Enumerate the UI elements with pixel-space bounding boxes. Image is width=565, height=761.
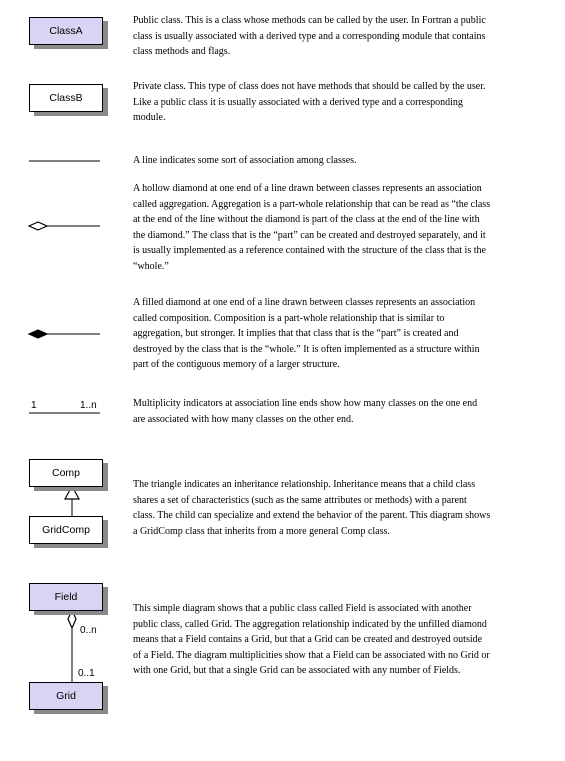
private-class-description: Private class. This type of class does not have methods that should be called by the user. Like a public class it is usually associated with a derived type and a corresponding module. [133,81,486,124]
filled-diamond-icon [29,330,47,338]
inheritance-description: The triangle indicates an inheritance relationship. Inheritance means that a child class shares a set of characteristics (such as the same attributes or methods) with a parent class. The child can specialize and extend the behavior of the parent. This diagram shows a GridComp class that inherits from a more general Comp class. [133,479,491,537]
public-class-label: ClassA [49,25,83,37]
example-description: This simple diagram shows that a public class called Field is associated with another public class, called Grid. The aggregation relationship indicated by the unfilled diamond means that a Field contains a Grid, but that a Grid can be created and destroyed outside of a Field. The diagram multiplicities show that a Field can be associated with no Grid or with one Grid, but that a single Grid can be associated with any number of Fields. [133,603,490,677]
association-description: A line indicates some sort of association among classes. [133,155,357,166]
comp-class-label: Comp [51,467,80,479]
comp-class-box [29,459,103,487]
inheritance-triangle-icon [65,486,79,499]
composition-description: A filled diamond at one end of a line drawn between classes represents an association called composition. Composition is a part-whole relationship that is similar to aggregation, but stronger. It implies that that class that is the “part” is created and destroyed by the class that is the “whole.” It is often implemented as a structure within part of the contiguous memory of a larger structure. [133,297,480,371]
gridcomp-class-box [29,516,103,544]
field-class-label: Field [54,591,78,603]
grid-multiplicity-label: 0..1 [78,668,95,679]
grid-class-box [29,682,103,710]
field-multiplicity-label: 0..n [80,625,97,636]
multiplicity-description: Multiplicity indicators at association line ends show how many classes on the one end are associated with how many classes on the other end. [133,398,478,425]
gridcomp-class-label: GridComp [42,524,90,536]
aggregation-description: A hollow diamond at one end of a line drawn between classes represents an association called aggregation. Aggregation is a part-whole relationship that can be read as “the class at the end of the line without the diamond is part of the class at the end of the line with the diamond.” The class that is the “part” can be created and destroyed separately, and it is usually implemented as a reference contained with the structure of the class that is the “whole.” [133,183,491,272]
example-hollow-diamond-icon [68,610,76,628]
grid-class-label: Grid [56,690,76,702]
multiplicity-right-label: 1..n [80,400,97,411]
field-class-box [29,583,103,611]
private-class-label: ClassB [49,92,83,104]
private-class-box [29,84,103,112]
hollow-diamond-icon [29,222,47,230]
multiplicity-left-label: 1 [31,400,37,411]
public-class-description: Public class. This is a class whose methods can be called by the user. In Fortran a public class is usually associated with a derived type and a corresponding module that contains class methods and flags. [133,15,486,58]
public-class-box [29,17,103,45]
